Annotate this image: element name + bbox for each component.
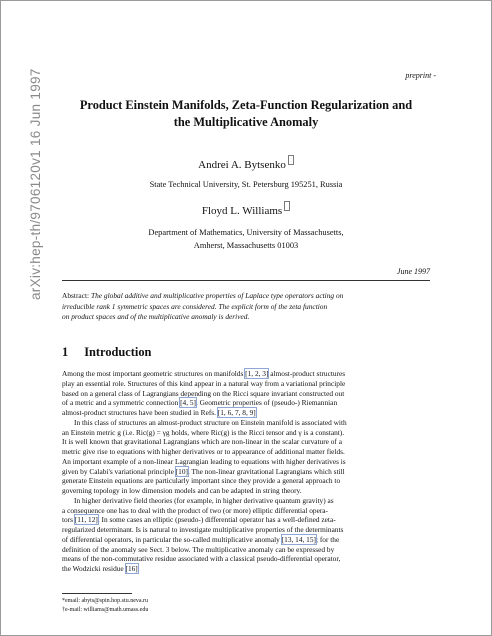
- body-line: [62, 496, 432, 506]
- body-line: [62, 476, 432, 486]
- footnote-link-1[interactable]: [288, 155, 294, 165]
- body-text-run: . The non-linear gravitational Lagrangians which still: [187, 466, 345, 476]
- body-text-run: regularized determinant. Is is natural to investigate multiplicative properties of the determinants: [62, 525, 344, 534]
- body-text-run: almost-product structures: [268, 369, 346, 378]
- affiliation-1: State Technical University, St. Petersburg 195251, Russia: [149, 180, 343, 189]
- body-text-run: In higher derivative field theories (for example, in higher derivative quantum gravity) as: [74, 495, 334, 505]
- title-line: the Multiplicative Anomaly: [173, 115, 319, 129]
- body-text-run: In this class of structures an almost-product structure on Einstein manifold is associated with: [74, 417, 347, 427]
- abstract-line: on product spaces and of the multiplicative anomaly is derived.: [62, 312, 250, 322]
- paper-title: [0, 97, 492, 131]
- title-line: Product Einstein Manifolds, Zeta-Function Regularization and: [79, 98, 413, 112]
- body-text-run: means of the non-commutative residue associated with a classical pseudo-differential operator,: [62, 554, 341, 564]
- body-line: [62, 564, 432, 574]
- body-text-run: It is well known that gravitational Lagrangians which are non-linear in the scalar curvature of a: [62, 437, 342, 447]
- body-text-run: tors: [62, 515, 75, 525]
- citation-link[interactable]: [1, 6, 7, 8, 9]: [217, 408, 256, 417]
- body-text-run: play an essential role. Structures of this kind appear in a natural way from a variational principle: [62, 378, 346, 388]
- body-text-run: .: [255, 408, 258, 417]
- citation-link[interactable]: [4, 5]: [180, 398, 196, 408]
- body-text-run: An important example of a non-linear Lagrangian leading to equations with higher derivatives is: [62, 456, 346, 466]
- body-line: [62, 535, 432, 545]
- body-text-run: of differential operators, in particular the so-called multiplicative anomaly: [62, 534, 282, 544]
- body-line: [62, 525, 432, 535]
- body-text: [62, 369, 432, 574]
- body-text-run: almost-product structures have been studied in Refs.: [62, 408, 218, 417]
- section-heading: [62, 345, 151, 360]
- footnote-email-1: *email: abyts@spin.hop.stu.neva.ru: [62, 598, 149, 604]
- body-text-run: ; for the: [315, 534, 340, 544]
- abstract-text: The global additive and multiplicative properties of Laplace type operators acting on: [90, 291, 344, 300]
- body-text-run: . Geometric properties of (pseudo-) Riemannian: [196, 398, 338, 408]
- citation-link[interactable]: [10]: [175, 466, 188, 476]
- footnote-email-2: †e-mail: williams@math.umass.edu: [62, 607, 149, 613]
- affiliation-2-line: Amherst, Massachusetts 01003: [193, 240, 299, 250]
- citation-link[interactable]: [11, 12]: [74, 515, 98, 525]
- preprint-label: preprint -: [405, 71, 436, 80]
- abstract-line: [62, 291, 432, 302]
- body-text-run: governing topology in low dimension models and can be adapted in string theory.: [62, 486, 302, 495]
- body-line: [62, 389, 432, 399]
- body-text-run: Among the most important geometric structures on manifolds: [62, 369, 246, 378]
- body-text-run: an Einstein metric g (i.e. Ric(g) = γg holds, where Ric(g) is the Ricci tensor and γ is a constant).: [62, 427, 345, 437]
- author-1: [0, 155, 492, 171]
- footnote-rule: [62, 593, 132, 594]
- citation-link[interactable]: [13, 14, 15]: [281, 534, 316, 544]
- section-title: Introduction: [84, 345, 152, 359]
- body-line: [62, 447, 432, 457]
- author-2: [0, 201, 492, 217]
- body-text-run: of a metric and a symmetric connection: [62, 398, 181, 408]
- author-1-name: Andrei A. Bytsenko: [198, 159, 286, 171]
- body-line: [62, 515, 432, 525]
- section-number: 1: [62, 345, 69, 359]
- body-line: [62, 437, 432, 447]
- abstract-label: Abstract:: [62, 291, 90, 300]
- body-text-run: . In some cases an elliptic (pseudo-) differential operator has a well-defined zeta-: [97, 515, 336, 525]
- body-line: [62, 467, 432, 477]
- affiliation-2: [0, 227, 492, 252]
- footnotes: [62, 597, 148, 615]
- body-text-run: the Wodzicki residue: [62, 564, 126, 573]
- body-text-run: .: [137, 564, 140, 573]
- citation-link[interactable]: [1, 2, 3]: [245, 369, 269, 378]
- body-line: [62, 408, 432, 418]
- paper-date: June 1997: [396, 267, 430, 276]
- arxiv-stamp[interactable]: arXiv:hep-th/9706120v1 16 Jun 1997: [28, 68, 43, 300]
- body-line: [62, 457, 432, 467]
- author-2-name: Floyd L. Williams: [201, 205, 283, 217]
- header-rule: [62, 280, 430, 281]
- body-text-run: generate Einstein equations are particularly important since they provide a general approach to: [62, 476, 341, 486]
- footnote-link-2[interactable]: [284, 201, 290, 211]
- abstract: [62, 291, 432, 323]
- body-line: [62, 418, 432, 428]
- body-line: [62, 506, 432, 516]
- body-text-run: a consequence one has to deal with the product of two (or more) elliptic differential opera-: [62, 505, 328, 515]
- body-line: [62, 398, 432, 408]
- body-line: [62, 379, 432, 389]
- body-text-run: metric give rise to equations with higher derivatives or to appearance of additional matter fields.: [62, 447, 345, 456]
- body-line: [62, 369, 432, 379]
- body-line: [62, 486, 432, 496]
- body-text-run: based on a general class of Lagrangians depending on the Ricci square invariant constructed out: [62, 388, 345, 398]
- body-text-run: definition of the anomaly see Sect. 3 below. The multiplicative anomaly can be expressed by: [62, 544, 335, 554]
- affiliation-2-line: Department of Mathematics, University of Massachusetts,: [148, 228, 344, 237]
- citation-link[interactable]: [16]: [125, 564, 138, 573]
- abstract-line: irreducible rank 1 symmetric spaces are considered. The explicit form of the zeta function: [62, 301, 328, 311]
- body-line: [62, 545, 432, 555]
- body-line: [62, 428, 432, 438]
- body-line: [62, 554, 432, 564]
- body-text-run: given by Calabi's variational principle: [62, 466, 176, 476]
